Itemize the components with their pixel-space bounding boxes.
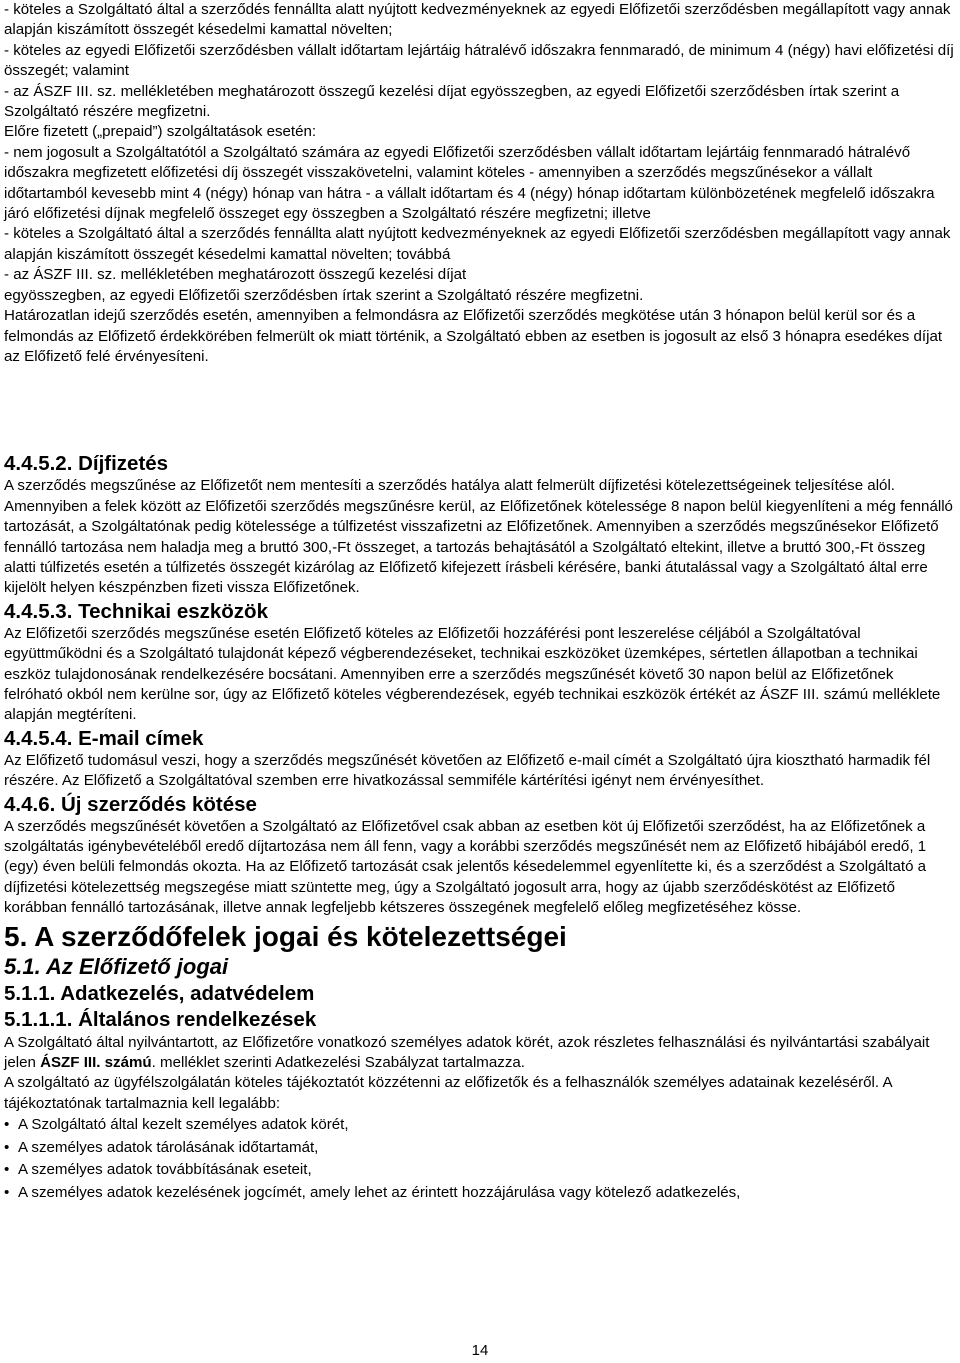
paragraph: - az ÁSZF III. sz. mellékletében meghatározott összegű kezelési díjat	[4, 266, 467, 284]
heading-elofizeto-jogai: 5.1. Az Előfizető jogai	[4, 953, 229, 979]
paragraph: - köteles a Szolgáltató által a szerződés fennállta alatt nyújtott kedvezményeknek az egyedi Előfizetői szerződésben megállapított vagy annak alapján kiszámított összegét késedelmi kamattal növelten;	[4, 1, 951, 39]
paragraph: Az Előfizető tudomásul veszi, hogy a szerződés megszűnését követően az Előfizető e-mail címét a Szolgáltató újra kiosztható harmadik fél részére. Az Előfizető a Szolgáltatóval szemben erre hivatkozással semmiféle kártérítési igényt nem érvényesíthet.	[4, 751, 931, 790]
list-item	[4, 1114, 954, 1137]
page-number: 14	[471, 1342, 489, 1359]
heading-chapter-5: 5. A szerződőfelek jogai és kötelezettségei	[4, 920, 567, 952]
paragraph: A szerződés megszűnése az Előfizetőt nem mentesíti a szerződés hatálya alatt felmerült díjfizetési kötelezettségeinek teljesítése alól. Amennyiben a felek között az Előfizetői szerződés megszűnésre kerül, az Előfizetőnek kötelessége 8 napon belül kiegyenlíteni a még fennálló tartozását, a Szolgáltatónak pedig kötelessége a túlfizetést visszafizetni az Előfizetőnek. Amennyiben a szerződés megszűnésekor Előfizető fennálló tartozása nem haladja meg a bruttó 300,-Ft összeget, a tartozás behajtásától a Szolgáltató eltekint, illetve a bruttó 300,-Ft összeg alatti túlfizetés esetén a túlfizetés összegét kizárólag az Előfizető kifejezett írásbeli kérésére, banki átutalással vagy a Szolgáltató által erre kijelölt helyen készpénzben fizeti vissza Előfizetőnek.	[4, 477, 953, 597]
paragraph: Előre fizetett („prepaid”) szolgáltatások esetén:	[4, 123, 317, 141]
paragraph: Az Előfizetői szerződés megszűnése esetén Előfizető köteles az Előfizetői hozzáférési pont leszerelése céljából a Szolgáltatóval együttműködni és a Szolgáltató tulajdonát képező végberendezéseket, technikai eszközöket üzemképes, sértetlen állapotban a technikai eszköz tulajdonosának rendelkezésére bocsátani. Amennyiben erre a szerződés megszűnését követő 30 napon belül az Előfizetőnek felróható okból nem kerülne sor, úgy az Előfizető köteles végberendezések, egyéb technikai eszközök értékét az ÁSZF III. számú melléklete alapján megtéríteni.	[4, 624, 941, 724]
heading-adatkezeles: 5.1.1. Adatkezelés, adatvédelem	[4, 981, 315, 1005]
paragraph: - köteles a Szolgáltató által a szerződés fennállta alatt nyújtott kedvezményeknek az egyedi Előfizetői szerződésben megállapított vagy annak alapján kiszámított összegét késedelmi kamattal növelten; továbbá	[4, 225, 951, 263]
paragraph: - köteles az egyedi Előfizetői szerződésben vállalt időtartam lejártáig hátralévő időszakra fennmaradó, de minimum 4 (négy) havi előfizetési díj összegét; valamint	[4, 41, 954, 80]
continuation-text	[4, 0, 954, 367]
heading-dijfizetes: 4.4.5.2. Díjfizetés	[4, 452, 169, 476]
text-run: A Szolgáltató által nyilvántartott, az Előfizetőre vonatkozó személyes adatok körét, azok részletes felhasználási és nyilvántartási szabályait jelen	[4, 1033, 930, 1072]
paragraph	[4, 1033, 954, 1074]
paragraph: - nem jogosult a Szolgáltatótól a Szolgáltató számára az egyedi Előfizetői szerződésben vállalt időtartam lejártáig fennmaradó hátralévő időszakra megfizetett előfizetési díj összegét visszakövetelni, valamint köteles - amennyiben a szerződés megszűnésekor a vállalt időtartamból kevesebb mint 4 (négy) hónap van hátra - a vállalt időtartam és 4 (négy) hónap időtartam különbözetének megfelelő időszakra járó előfizetési díjnak megfelelő összeget egy összegben a Szolgáltató részére megfizetni; illetve	[4, 143, 935, 223]
paragraph: Határozatlan idejű szerződés esetén, amennyiben a felmondásra az Előfizetői szerződés megkötése után 3 hónapon belül kerül sor és a felmondás az Előfizető érdekkörében felmerült ok miatt történik, a Szolgáltató ebben az esetben is jogosult az első 3 hónapra esedékes díjat az Előfizető felé érvényesíteni.	[4, 307, 943, 365]
list-item	[4, 1182, 954, 1205]
document-page	[4, 0, 954, 1205]
list-item-text: A Szolgáltató által kezelt személyes adatok körét,	[18, 1116, 349, 1134]
list-item-text: A személyes adatok kezelésének jogcímét, amely lehet az érintett hozzájárulása vagy kötelező adatkezelés,	[18, 1184, 741, 1202]
list-item-text: A személyes adatok továbbításának eseteit,	[18, 1161, 312, 1179]
list-item-text: A személyes adatok tárolásának időtartamát,	[18, 1138, 319, 1156]
bullet-icon: •	[4, 1116, 10, 1134]
bold-reference: ÁSZF III. számú	[40, 1054, 152, 1072]
paragraph: egyösszegben, az egyedi Előfizetői szerződésben írtak szerint a Szolgáltató részére megfizetni.	[4, 286, 644, 304]
paragraph: A szerződés megszűnését követően a Szolgáltató az Előfizetővel csak abban az esetben köt új Előfizetői szerződést, ha az Előfizetőnek a szolgáltatás igénybevételéből eredő díjtartozása nem áll fenn, vagy a korábbi szerződés megszűnését nem az Előfizető hibájából eredő, 1 (egy) éven belüli felmondás okozta. Ha az Előfizető tartozását csak jelentős késedelemmel egyenlítette ki, és a szerződést a Szolgáltató a díjfizetési kötelezettség megszegése miatt szüntette meg, úgy a Szolgáltató jogosult arra, hogy az újabb szerződéskötést az Előfizető korábban fennálló tartozásának, illetve annak legfeljebb kétszeres összegének megfelelő előleg megfizetéséhez kösse.	[4, 817, 927, 917]
bullet-icon: •	[4, 1138, 10, 1156]
list-item	[4, 1137, 954, 1160]
text-run: . melléklet szerinti Adatkezelési Szabályzat tartalmazza.	[151, 1054, 525, 1072]
paragraph: A szolgáltató az ügyfélszolgálatán köteles tájékoztatót közzétenni az előfizetők és a felhasználók személyes adatainak kezeléséről. A tájékoztatónak tartalmaznia kell legalább:	[4, 1074, 892, 1112]
heading-uj-szerzodes: 4.4.6. Új szerződés kötése	[4, 792, 257, 816]
bullet-list	[4, 1114, 954, 1204]
list-item	[4, 1159, 954, 1182]
heading-email-cimek: 4.4.5.4. E-mail címek	[4, 726, 204, 750]
heading-altalanos-rendelkezesek: 5.1.1.1. Általános rendelkezések	[4, 1007, 317, 1031]
heading-technikai-eszkozok: 4.4.5.3. Technikai eszközök	[4, 599, 268, 623]
bullet-icon: •	[4, 1161, 10, 1179]
bullet-icon: •	[4, 1184, 10, 1202]
paragraph: - az ÁSZF III. sz. mellékletében meghatározott összegű kezelési díjat egyösszegben, az egyedi Előfizetői szerződésben írtak szerint a Szolgáltató részére megfizetni.	[4, 82, 900, 121]
